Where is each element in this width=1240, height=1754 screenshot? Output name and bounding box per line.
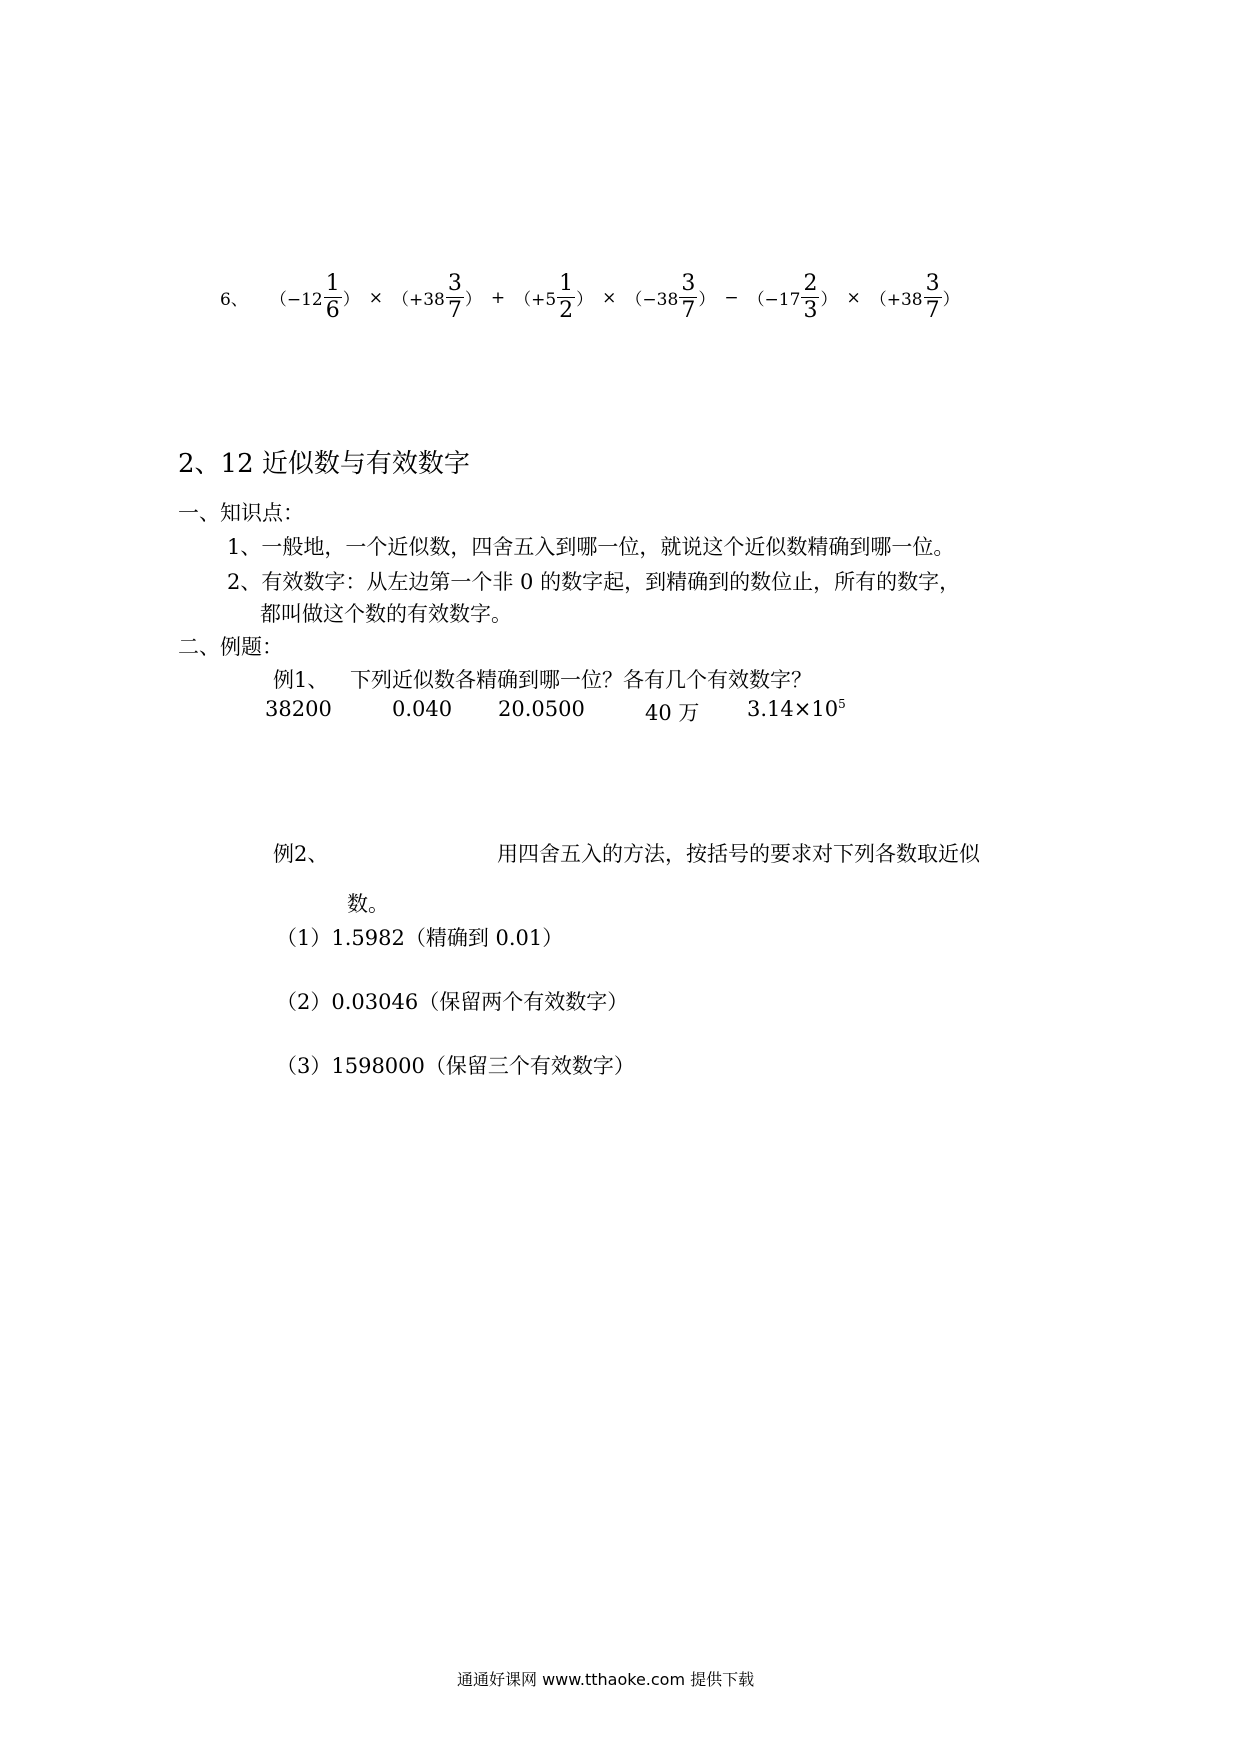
scientific-exponent: 5 bbox=[838, 697, 846, 711]
fraction-denominator: 6 bbox=[325, 298, 340, 323]
example-1-value: 0.040 bbox=[392, 697, 453, 721]
example-2-label: 例2、 bbox=[273, 842, 329, 866]
fraction-numerator: 2 bbox=[803, 271, 818, 296]
knowledge-point-2-line-1: 2、有效数字：从左边第一个非 0 的数字起，到精确到的数位止，所有的数字， bbox=[227, 570, 961, 594]
fraction-denominator: 2 bbox=[559, 298, 574, 323]
fraction-1 bbox=[324, 271, 342, 324]
knowledge-point-2-line-2: 都叫做这个数的有效数字。 bbox=[260, 602, 512, 626]
example-2-item: （3）1598000（保留三个有效数字） bbox=[276, 1054, 635, 1078]
examples-heading: 二、例题： bbox=[178, 635, 283, 659]
term-5-close: ） bbox=[820, 290, 838, 310]
term-1-close: ） bbox=[342, 290, 360, 310]
knowledge-point-1: 1、一般地，一个近似数，四舍五入到哪一位，就说这个近似数精确到哪一位。 bbox=[227, 535, 955, 559]
example-1-label: 例1、 bbox=[273, 668, 329, 692]
fraction-2 bbox=[446, 271, 464, 324]
term-3-open: （+5 bbox=[514, 290, 557, 310]
fraction-3 bbox=[557, 271, 575, 324]
fraction-denominator: 7 bbox=[681, 298, 696, 323]
fraction-denominator: 7 bbox=[925, 298, 940, 323]
example-1-question: 下列近似数各精确到哪一位？各有几个有效数字？ bbox=[350, 668, 812, 692]
scientific-base: 3.14×10 bbox=[747, 697, 839, 721]
example-2-question-continued: 数。 bbox=[347, 892, 389, 916]
minus-sign: − bbox=[724, 287, 739, 308]
fraction-6 bbox=[924, 271, 942, 324]
term-1-open: （−12 bbox=[269, 290, 323, 310]
fraction-numerator: 3 bbox=[925, 271, 940, 296]
fraction-numerator: 1 bbox=[559, 271, 574, 296]
fraction-numerator: 3 bbox=[681, 271, 696, 296]
fraction-denominator: 3 bbox=[803, 298, 818, 323]
example-1-value: 20.0500 bbox=[498, 697, 585, 721]
footer-text: 通通好课网 www.tthaoke.com 提供下载 bbox=[457, 1670, 755, 1689]
fraction-numerator: 3 bbox=[447, 271, 462, 296]
term-2-close: ） bbox=[464, 290, 482, 310]
example-2-question: 用四舍五入的方法，按括号的要求对下列各数取近似 bbox=[497, 842, 980, 866]
fraction-5 bbox=[801, 271, 819, 324]
term-5-open: （−17 bbox=[747, 290, 801, 310]
term-6-open: （+38 bbox=[869, 290, 923, 310]
term-4-close: ） bbox=[698, 290, 716, 310]
example-2-item: （2）0.03046（保留两个有效数字） bbox=[276, 990, 629, 1014]
term-2-open: （+38 bbox=[391, 290, 445, 310]
fraction-denominator: 7 bbox=[447, 298, 462, 323]
term-4-open: （−38 bbox=[625, 290, 679, 310]
fraction-numerator: 1 bbox=[325, 271, 340, 296]
term-3-close: ） bbox=[576, 290, 594, 310]
times-sign: × bbox=[846, 287, 861, 308]
plus-sign: + bbox=[490, 287, 506, 308]
example-2-item: （1）1.5982（精确到 0.01） bbox=[276, 926, 564, 950]
fraction-4 bbox=[679, 271, 697, 324]
example-1-value: 38200 bbox=[265, 697, 332, 721]
problem-number: 6、 bbox=[220, 290, 248, 310]
times-sign: × bbox=[368, 287, 383, 308]
example-1-value-scientific bbox=[747, 697, 846, 721]
times-sign: × bbox=[602, 287, 617, 308]
example-1-value: 40 万 bbox=[645, 701, 700, 725]
section-title: 2、12 近似数与有效数字 bbox=[178, 449, 470, 479]
term-6-close: ） bbox=[942, 290, 960, 310]
problem-6-expression bbox=[220, 271, 960, 324]
knowledge-heading: 一、知识点： bbox=[178, 501, 304, 525]
